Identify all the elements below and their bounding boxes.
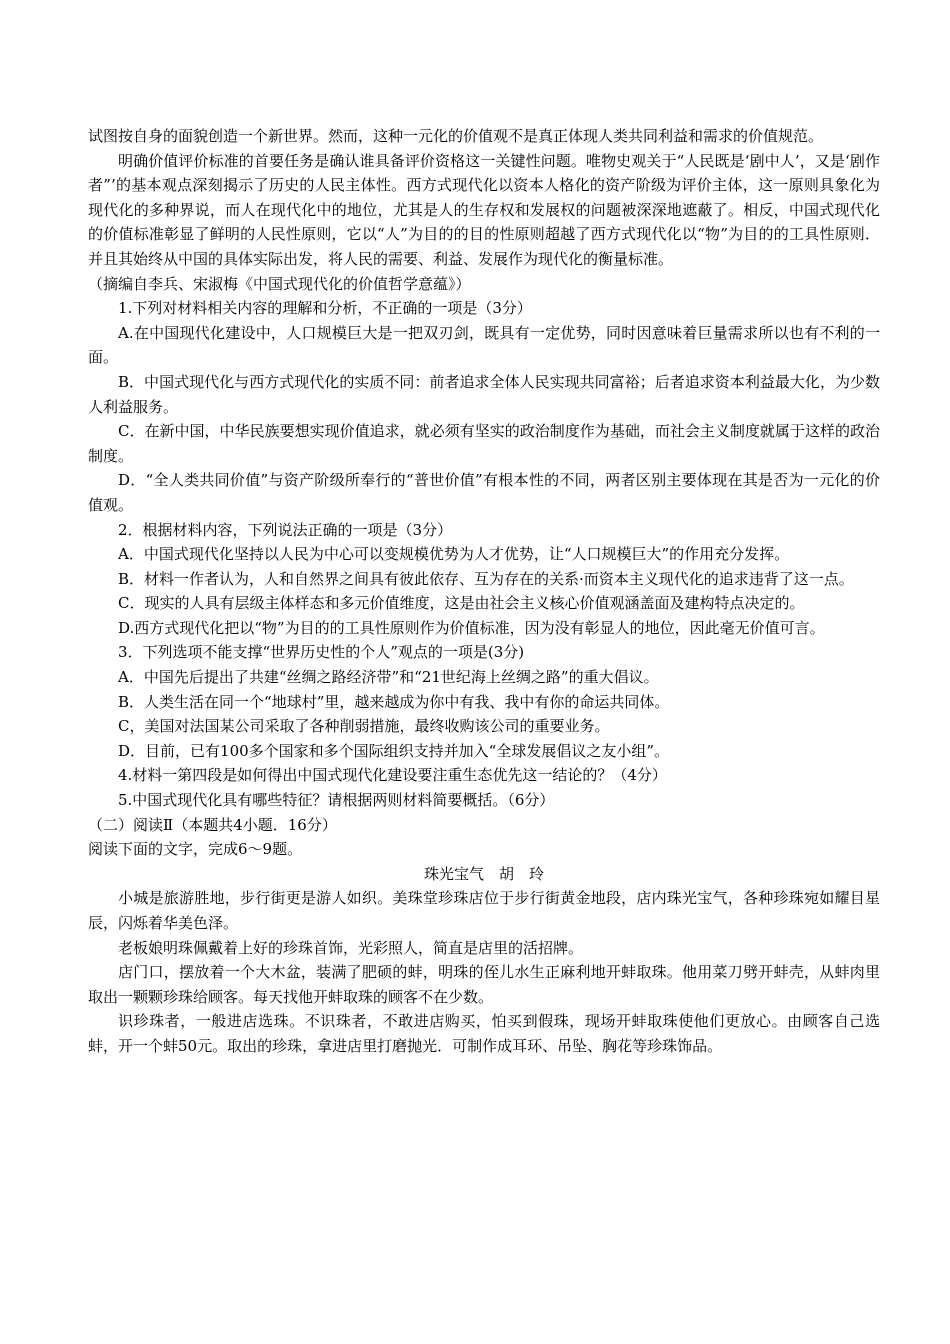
paragraph: 店门口，摆放着一个大木盆，装满了肥硕的蚌，明珠的侄儿水生正麻利地开蚌取珠。他用菜刀劈开蚌壳，从蚌肉里取出一颗颗珍珠给顾客。每天找他开蚌取珠的顾客不在少数。 <box>88 963 880 1006</box>
paragraph: 老板娘明珠佩戴着上好的珍珠首饰，光彩照人，简直是店里的活招牌。 <box>118 938 584 957</box>
paragraph: 5.中国式现代化具有哪些特征？请根据两则材料简要概括。（6分） <box>118 791 555 810</box>
paragraph: C．在新中国，中华民族要想实现价值追求，就必须有坚实的政治制度作为基础，而社会主义制度就属于这样的政治制度。 <box>88 422 880 465</box>
story-body <box>88 886 880 1058</box>
article-body <box>88 124 880 862</box>
paragraph: D．目前，已有100多个国家和多个国际组织支持并加入“全球发展倡议之友小组”。 <box>118 741 669 760</box>
paragraph: 阅读下面的文字，完成6～9题。 <box>88 840 303 859</box>
paragraph: 试图按自身的面貌创造一个新世界。然而，这种一元化的价值观不是真正体现人类共同利益和需求的价值规范。 <box>88 127 824 145</box>
paragraph: B．中国式现代化与西方式现代化的实质不同：前者追求全体人民实现共同富裕；后者追求资本利益最大化，为少数人利益服务。 <box>88 372 880 416</box>
paragraph: B．材料一作者认为，人和自然界之间具有彼此依存、互为存在的关系·而资本主义现代化的追求违背了这一点。 <box>118 569 854 588</box>
paragraph: C，美国对法国某公司采取了各种削弱措施，最终收购该公司的重要业务。 <box>118 717 610 736</box>
paragraph: 小城是旅游胜地，步行街更是游人如织。美珠堂珍珠店位于步行街黄金地段，店内珠光宝气，各种珍珠宛如耀目星辰，闪烁着华美色泽。 <box>88 889 880 932</box>
paragraph: B．人类生活在同一个“地球村”里，越来越成为你中有我、我中有你的命运共同体。 <box>118 692 670 711</box>
paragraph: C．现实的人具有层级主体样态和多元价值维度，这是由社会主义核心价值观涵盖面及建构特点决定的。 <box>118 594 805 613</box>
paragraph: A.在中国现代化建设中，人口规模巨大是一把双刃剑，既具有一定优势，同时因意味着巨量需求所以也有不利的一面。 <box>88 323 880 367</box>
paragraph: A．中国式现代化坚持以人民为中心可以变规模优势为人才优势，让“人口规模巨大”的作用充分发挥。 <box>118 545 790 564</box>
paragraph: 识珍珠者，一般进店选珠。不识珠者，不敢进店购买，怕买到假珠，现场开蚌取珠使他们更放心。由顾客自己选蚌，开一个蚌50元。取出的珍珠，拿进店里打磨抛光．可制作成耳环、吊坠、胸花等珍珠饰品。 <box>88 1012 880 1055</box>
paragraph: （摘编自李兵、宋淑梅《中国式现代化的价值哲学意蕴》） <box>88 274 471 293</box>
paragraph: 2．根据材料内容，下列说法正确的一项是（3分） <box>118 520 453 539</box>
paragraph: 1.下列对材料相关内容的理解和分析，不正确的一项是（3分） <box>118 299 532 318</box>
paragraph: D．“全人类共同价值”与资产阶级所奉行的“普世价值”有根本性的不同，两者区别主要体现在其是否为一元化的价值观。 <box>88 471 880 514</box>
paragraph: D.西方式现代化把以“物”为目的的工具性原则作为价值标准，因为没有彰显人的地位，因此毫无价值可言。 <box>118 618 825 637</box>
paragraph: A．中国先后提出了共建“丝绸之路经济带”和“21世纪海上丝绸之路”的重大倡议。 <box>118 668 659 687</box>
story-title: 珠光宝气 胡 玲 <box>423 864 544 883</box>
paragraph: （二）阅读Ⅱ（本题共4小题．16分） <box>88 815 337 834</box>
paragraph: 3．下列选项不能支撑“世界历史性的个人”观点的一项是(3分) <box>118 643 525 662</box>
paragraph: 4.材料一第四段是如何得出中国式现代化建设要注重生态优先这一结论的？（4分） <box>118 766 667 785</box>
paragraph: 明确价值评价标准的首要任务是确认谁具备评价资格这一关键性问题。唯物史观关于“人民既是‘剧中人’，又是‘剧作者”’的基本观点深刻揭示了历史的人民主体性。西方式现代化以资本人格化的资产阶级为评价主体，这一原则具象化为现代化的多种界说，而人在现代化中的地位，尤其是人的生存权和发展权的问题被深深地遮蔽了。相反，中国式现代化的价值标准彰显了鲜明的人民性原则，它以“人”为目的的目的性原则超越了西方式现代化以“物”为目的的工具性原则．并且其始终从中国的具体实际出发，将人民的需要、利益、发展作为现代化的衡量标准。 <box>88 151 880 268</box>
